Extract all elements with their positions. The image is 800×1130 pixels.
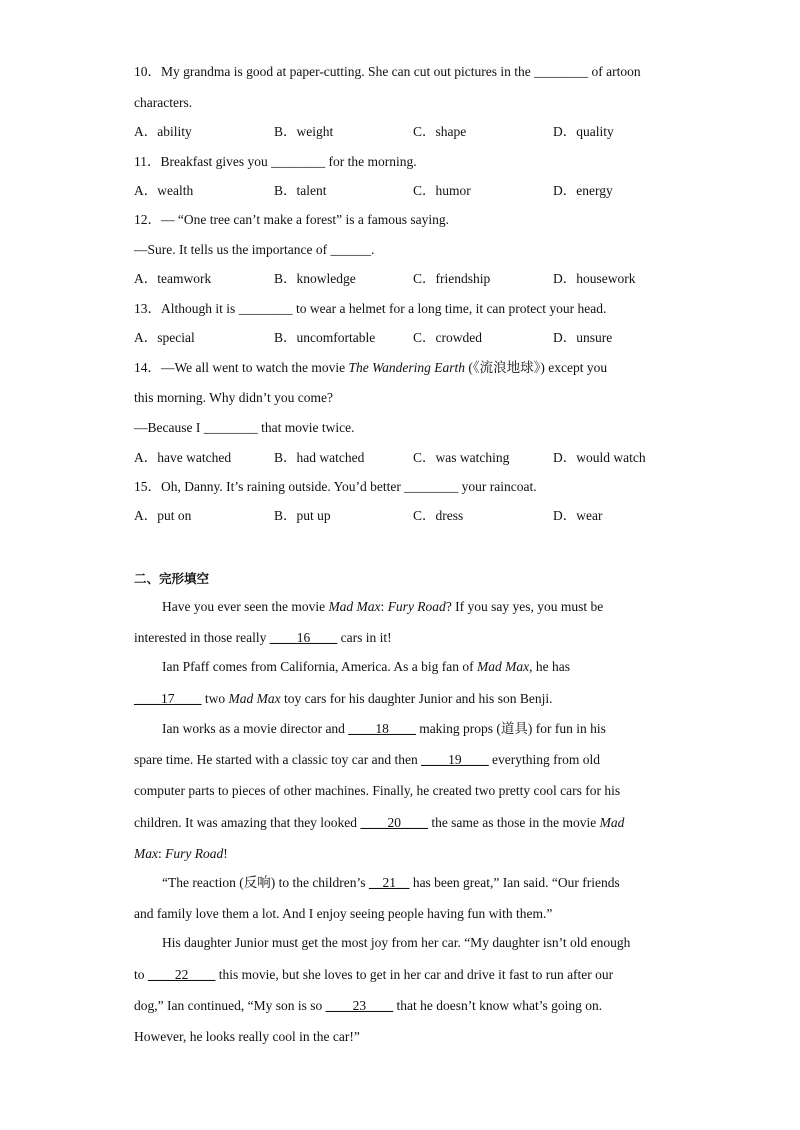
question-15-text: 15．Oh, Danny. It’s raining outside. You’d better ________ your raincoat. (134, 479, 537, 494)
blank-23[interactable]: ____23____ (325, 998, 394, 1013)
passage-line: His daughter Junior must get the most joy from her car. “My daughter isn’t old enough (162, 935, 631, 950)
passage-line: dog,” Ian continued, “My son is so ____23____ that he doesn’t know what’s going on. (134, 998, 603, 1013)
q12-option-b[interactable]: B．knowledge (274, 271, 356, 286)
q11-option-d[interactable]: D．energy (553, 183, 613, 198)
section-2-heading: 二、完形填空 (134, 571, 210, 586)
passage-line: children. It was amazing that they looked ____20____ the same as those in the movie Mad (134, 815, 625, 830)
q15-option-c[interactable]: C．dress (413, 508, 464, 523)
q15-option-a[interactable]: A．put on (134, 508, 192, 523)
question-10-text-cont: characters. (134, 95, 193, 110)
q11-option-a[interactable]: A．wealth (134, 183, 194, 198)
passage-line: However, he looks really cool in the car!” (134, 1029, 360, 1044)
question-14-text: 14．—We all went to watch the movie The Wandering Earth (《流浪地球》) except you (134, 360, 608, 375)
q12-option-c[interactable]: C．friendship (413, 271, 491, 286)
movie-title: The Wandering Earth (348, 360, 465, 375)
q12-option-a[interactable]: A．teamwork (134, 271, 212, 286)
q14-option-a[interactable]: A．have watched (134, 450, 232, 465)
passage-line: “The reaction (反响) to the children’s __21__ has been great,” Ian said. “Our friends (162, 875, 620, 890)
q10-option-a[interactable]: A．ability (134, 124, 192, 139)
question-14-text-answer: —Because I ________ that movie twice. (134, 420, 355, 435)
passage-line: computer parts to pieces of other machines. Finally, he created two pretty cool cars for his (134, 783, 621, 798)
q10-option-c[interactable]: C．shape (413, 124, 467, 139)
question-11-text: 11．Breakfast gives you ________ for the morning. (134, 154, 417, 169)
question-14-text-cont: this morning. Why didn’t you come? (134, 390, 333, 405)
q14-option-c[interactable]: C．was watching (413, 450, 510, 465)
passage-line: spare time. He started with a classic toy car and then ____19____ everything from old (134, 752, 601, 767)
question-13-text: 13．Although it is ________ to wear a helmet for a long time, it can protect your head. (134, 301, 607, 316)
blank-19[interactable]: ____19____ (421, 752, 489, 767)
q11-option-c[interactable]: C．humor (413, 183, 471, 198)
q15-option-d[interactable]: D．wear (553, 508, 603, 523)
passage-line: and family love them a lot. And I enjoy seeing people having fun with them.” (134, 906, 553, 921)
q11-option-b[interactable]: B．talent (274, 183, 327, 198)
blank-17[interactable]: ____17____ (134, 691, 202, 706)
q10-option-b[interactable]: B．weight (274, 124, 334, 139)
passage-line: interested in those really ____16____ cars in it! (134, 630, 392, 645)
blank-22[interactable]: ____22____ (147, 967, 216, 982)
blank-20[interactable]: ____20____ (360, 815, 428, 830)
question-12-text: 12．— “One tree can’t make a forest” is a famous saying. (134, 212, 450, 227)
blank-16[interactable]: ____16____ (269, 630, 338, 645)
q13-option-d[interactable]: D．unsure (553, 330, 613, 345)
q13-option-a[interactable]: A．special (134, 330, 195, 345)
q14-option-d[interactable]: D．would watch (553, 450, 646, 465)
blank-18[interactable]: ____18____ (348, 721, 416, 736)
passage-line: ____17____ two Mad Max toy cars for his daughter Junior and his son Benji. (134, 691, 553, 706)
passage-line: Max: Fury Road! (134, 846, 228, 861)
blank-21[interactable]: __21__ (368, 875, 410, 890)
q12-option-d[interactable]: D．housework (553, 271, 636, 286)
q13-option-c[interactable]: C．crowded (413, 330, 482, 345)
question-12-text-cont: —Sure. It tells us the importance of ______. (134, 242, 375, 257)
q14-option-b[interactable]: B．had watched (274, 450, 365, 465)
question-10-text: 10．My grandma is good at paper-cutting. She can cut out pictures in the ________ of artoon (134, 64, 641, 79)
passage-line: Have you ever seen the movie Mad Max: Fury Road? If you say yes, you must be (162, 599, 604, 614)
q10-option-d[interactable]: D．quality (553, 124, 614, 139)
passage-line: Ian Pfaff comes from California, America. As a big fan of Mad Max, he has (162, 659, 571, 674)
passage-line: Ian works as a movie director and ____18____ making props (道具) for fun in his (162, 721, 606, 736)
q15-option-b[interactable]: B．put up (274, 508, 331, 523)
passage-line: to ____22____ this movie, but she loves to get in her car and drive it fast to run after our (134, 967, 614, 982)
q13-option-b[interactable]: B．uncomfortable (274, 330, 376, 345)
